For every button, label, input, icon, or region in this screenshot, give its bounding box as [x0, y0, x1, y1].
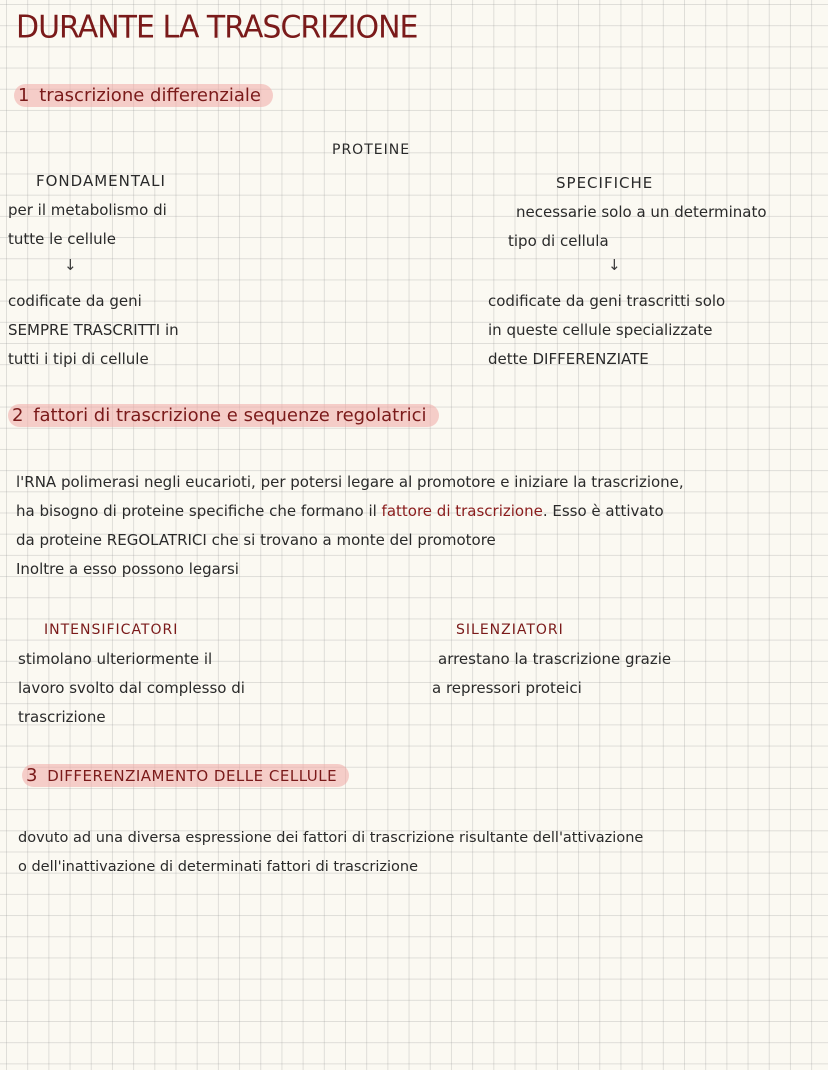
- section2-para-line2-a: ha bisogno di proteine specifiche che formano il: [16, 502, 382, 520]
- section2-heading: [8, 404, 439, 427]
- section2-para-line1: l'RNA polimerasi negli eucarioti, per potersi legare al promotore e iniziare la trascrizione,: [16, 473, 684, 491]
- specifiche-result-2: in queste cellule specializzate: [488, 321, 713, 339]
- fondamentali-result-2: SEMPRE TRASCRITTI in: [8, 321, 179, 339]
- section3-number: 3: [26, 765, 38, 786]
- intensificatori-line-2: lavoro svolto dal complesso di: [18, 679, 245, 697]
- specifiche-result-3: dette DIFFERENZIATE: [488, 350, 649, 368]
- section3-line-1: dovuto ad una diversa espressione dei fattori di trascrizione risultante dell'attivazione: [18, 830, 644, 846]
- fondamentali-label: FONDAMENTALI: [36, 172, 166, 190]
- page-title: DURANTE LA TRASCRIZIONE: [16, 9, 418, 46]
- silenziatori-line-1: arrestano la trascrizione grazie: [438, 650, 672, 668]
- intensificatori-label: INTENSIFICATORI: [44, 622, 179, 638]
- intensificatori-line-3: trascrizione: [18, 708, 106, 726]
- section3-heading-text: DIFFERENZIAMENTO DELLE CELLULE: [47, 767, 338, 785]
- section2-para-line4: Inoltre a esso possono legarsi: [16, 560, 239, 578]
- fattore-di-trascrizione-highlight: fattore di trascrizione: [381, 502, 543, 520]
- fondamentali-desc-2: tutte le cellule: [8, 230, 117, 248]
- specifiche-desc-1: necessarie solo a un determinato: [516, 203, 767, 221]
- specifiche-desc-2: tipo di cellula: [508, 232, 609, 250]
- section2-number: 2: [12, 405, 24, 426]
- specifiche-label: SPECIFICHE: [556, 174, 654, 192]
- specifiche-result-1: codificate da geni trascritti solo: [488, 292, 726, 310]
- section2-para-line2-b: . Esso è attivato: [542, 502, 664, 520]
- fondamentali-desc-1: per il metabolismo di: [8, 201, 167, 219]
- section3-heading: [22, 764, 349, 787]
- specifiche-arrow-icon: ↓: [608, 256, 621, 274]
- proteine-label: PROTEINE: [332, 142, 411, 158]
- fondamentali-result-3: tutti i tipi di cellule: [8, 350, 149, 368]
- intensificatori-line-1: stimolano ulteriormente il: [18, 650, 213, 668]
- silenziatori-label: SILENZIATORI: [456, 622, 564, 638]
- section1-heading: [14, 84, 273, 107]
- section3-line-2: o dell'inattivazione di determinati fattori di trascrizione: [18, 859, 419, 875]
- section2-heading-text: fattori di trascrizione e sequenze regolatrici: [33, 405, 427, 426]
- section1-number: 1: [18, 85, 30, 106]
- fondamentali-arrow-icon: ↓: [64, 256, 77, 274]
- section1-heading-text: trascrizione differenziale: [39, 85, 261, 106]
- silenziatori-line-2: a repressori proteici: [432, 679, 582, 697]
- section2-para-line3: da proteine REGOLATRICI che si trovano a monte del promotore: [16, 531, 496, 549]
- fondamentali-result-1: codificate da geni: [8, 292, 142, 310]
- section2-para-line2: [16, 497, 664, 526]
